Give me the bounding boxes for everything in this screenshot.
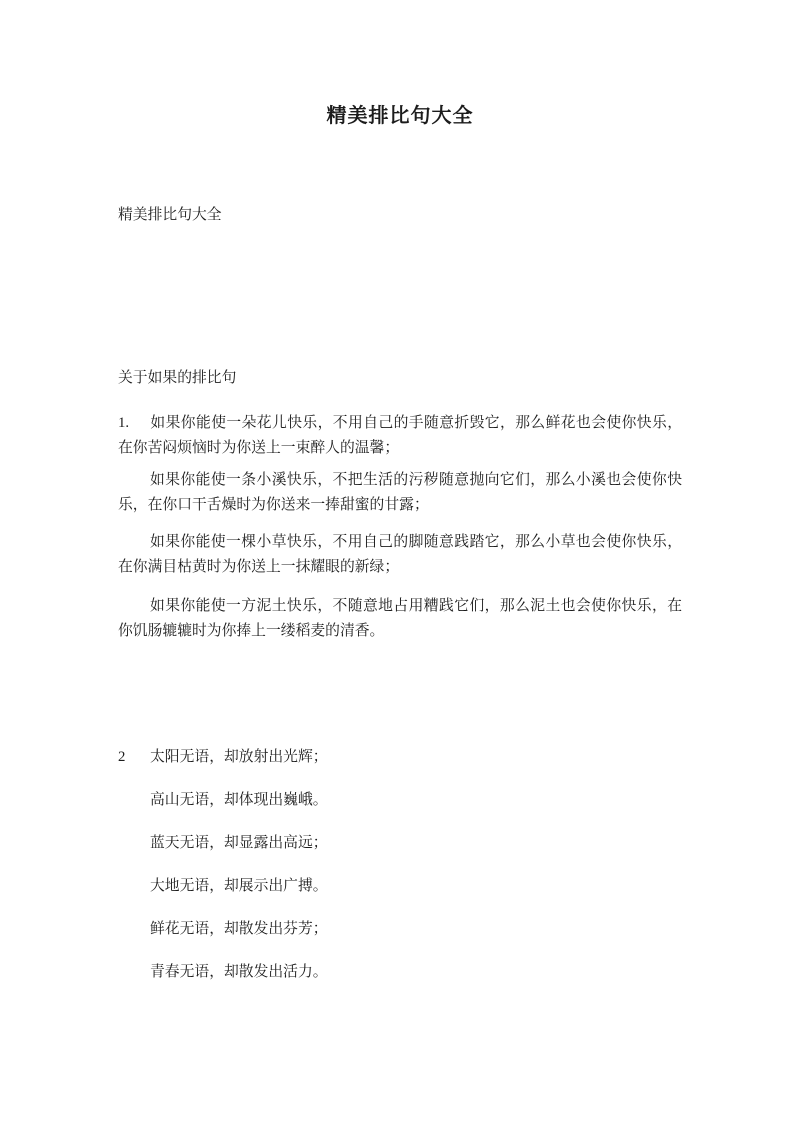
list-number-1: 1.	[118, 415, 130, 431]
line-sun: 太阳无语，却放射出光辉；	[150, 749, 328, 765]
line-mountain: 高山无语，却体现出巍峨。	[150, 792, 328, 808]
paragraph-soil: 如果你能使一方泥土快乐，不随意地占用糟践它们，那么泥土也会使你快乐，在你饥肠辘辘时为你捧上一缕稻麦的清香。	[118, 598, 682, 639]
document-subtitle: 精美排比句大全	[118, 207, 222, 223]
list-number-2: 2	[118, 749, 126, 765]
line-earth: 大地无语，却展示出广搏。	[150, 878, 328, 894]
document-title: 精美排比句大全	[326, 105, 474, 127]
paragraph-flower: 如果你能使一朵花儿快乐，不用自己的手随意折毁它，那么鲜花也会使你快乐，在你苦闷烦恼时为你送上一束醉人的温馨；	[118, 415, 682, 456]
line-sky: 蓝天无语，却显露出高远；	[150, 835, 328, 851]
line-flower: 鲜花无语，却散发出芬芳；	[150, 921, 328, 937]
paragraph-grass: 如果你能使一棵小草快乐，不用自己的脚随意践踏它，那么小草也会使你快乐，在你满目枯黄时为你送上一抹耀眼的新绿；	[118, 534, 682, 575]
paragraph-stream: 如果你能使一条小溪快乐，不把生活的污秽随意抛向它们，那么小溪也会使你快乐，在你口干舌燥时为你送来一捧甜蜜的甘露；	[118, 472, 682, 513]
list-item-1	[118, 411, 682, 461]
list-item-2	[118, 745, 682, 770]
section-heading-ruguo: 关于如果的排比句	[118, 370, 237, 386]
line-youth: 青春无语，却散发出活力。	[150, 964, 328, 980]
